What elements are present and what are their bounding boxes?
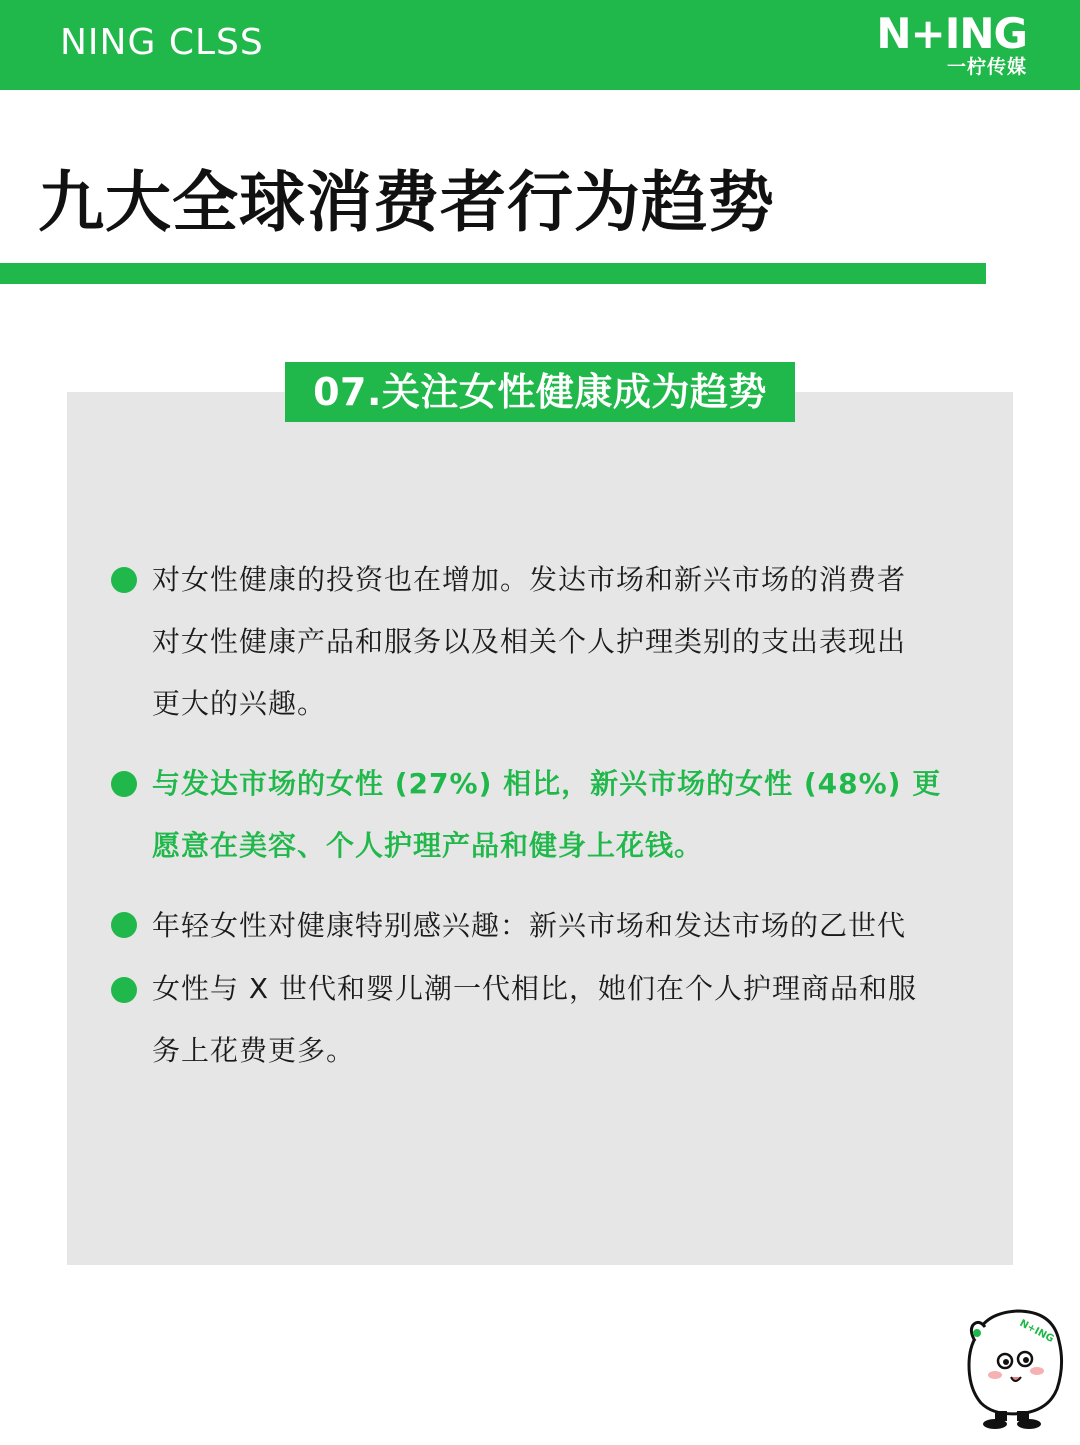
paragraph-4 (152, 958, 972, 1082)
paragraph-line: 女性与 X 世代和婴儿潮一代相比，她们在个人护理商品和服 (152, 972, 917, 1005)
paragraph-line: 务上花费更多。 (152, 1034, 356, 1067)
section-tag: 07.关注女性健康成为趋势 (285, 362, 795, 422)
mascot-icon (955, 1305, 1065, 1430)
mascot-hat-text: N+ING (1017, 1317, 1056, 1346)
bullet-dot-icon (111, 771, 137, 797)
bullet-dot-icon (111, 567, 137, 593)
paragraph-line: 年轻女性对健康特别感兴趣：新兴市场和发达市场的乙世代 (152, 909, 907, 942)
brand-logo (862, 9, 1027, 80)
header-bar (0, 0, 1080, 90)
bullet-dot-icon (111, 912, 137, 938)
brand-label: NING CLSS (60, 22, 264, 63)
paragraph-line: 对女性健康的投资也在增加。发达市场和新兴市场的消费者 (152, 563, 907, 596)
paragraph-line: 对女性健康产品和服务以及相关个人护理类别的支出表现出 (152, 625, 907, 658)
paragraph-1 (152, 549, 972, 735)
title-underline-bar (0, 263, 986, 284)
paragraph-line: 更大的兴趣。 (152, 687, 327, 720)
paragraph-2-highlight (152, 753, 972, 877)
logo-subtitle: 一柠传媒 (946, 56, 1027, 78)
logo-wordmark: N+ING (876, 9, 1027, 58)
paragraph-3 (152, 895, 972, 957)
bullet-dot-icon (111, 977, 137, 1003)
paragraph-line: 愿意在美容、个人护理产品和健身上花钱。 (152, 829, 704, 862)
page-title: 九大全球消费者行为趋势 (38, 164, 775, 241)
paragraph-line: 与发达市场的女性 (27%) 相比，新兴市场的女性 (48%) 更 (152, 767, 942, 800)
